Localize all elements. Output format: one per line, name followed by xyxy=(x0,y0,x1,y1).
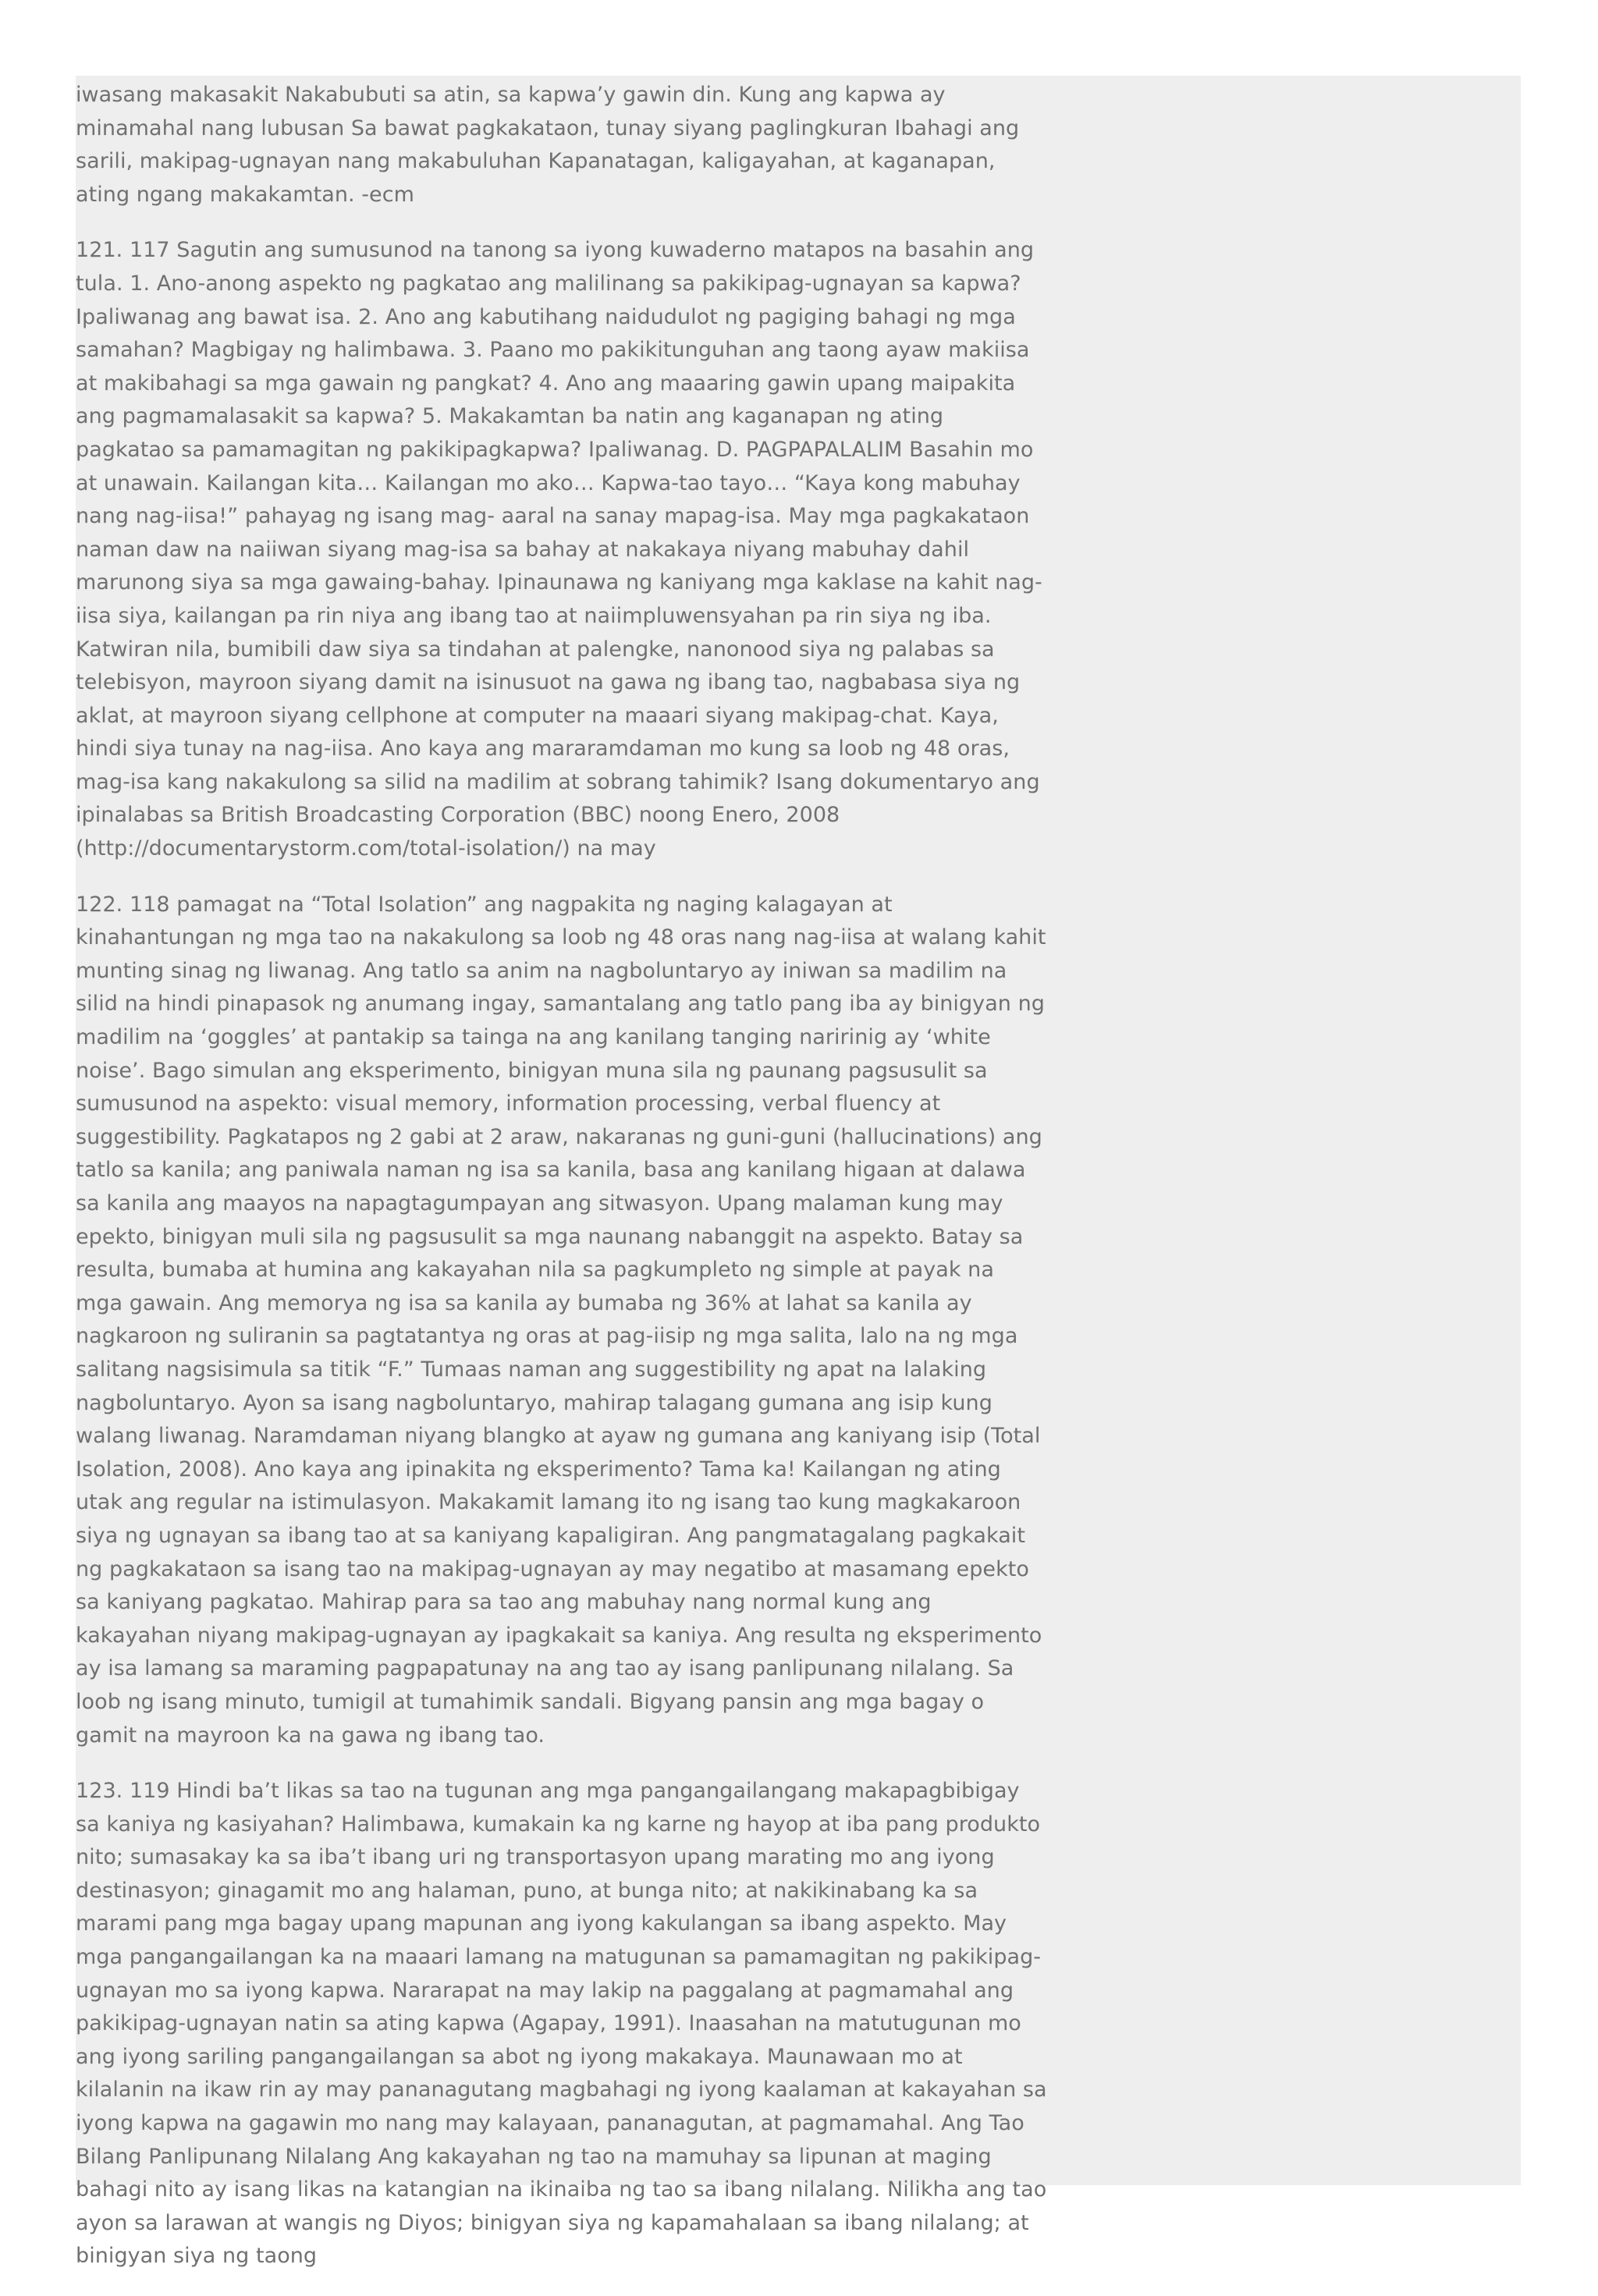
paragraph-123: 123. 119 Hindi ba’t likas sa tao na tugunan ang mga pangangailangang makapagbibigay sa kaniya ng kasiyahan? Halimbawa, kumakain ka ng karne ng hayop at iba pang produkto nito; sumasakay ka sa iba’t ibang uri ng transportasyon upang marating mo ang iyong destinasyon; ginagamit mo ang halaman, puno, at bunga nito; at nakikinabang ka sa marami pang mga bagay upang mapunan ang iyong kakulangan sa ibang aspekto. May mga pangangailangan ka na maaari lamang na matugunan sa pamamagitan ng pakikipag-ugnayan mo sa iyong kapwa. Nararapat na may lakip na paggalang at pagmamahal ang pakikipag-ugnayan natin sa ating kapwa (Agapay, 1991). Inaasahan na matutugunan mo ang iyong sariling pangangailangan sa abot ng iyong makakaya. Maunawaan mo at kilalanin na ikaw rin ay may pananagutang magbahagi ng iyong kaalaman at kakayahan sa iyong kapwa na gagawin mo nang may kalayaan, pananagutan, at pagmamahal. Ang Tao Bilang Panlipunang Nilalang Ang kakayahan ng tao na mamuhay sa lipunan at maging bahagi nito ay isang likas na katangian na ikinaiba ng tao sa ibang nilalang. Nilikha ang tao ayon sa larawan at wangis ng Diyos; binigyan siya ng kapamahalaan sa ibang nilalang; at binigyan siya ng taong xyxy=(76,1779,1047,2269)
document-body xyxy=(76,79,1047,2296)
paragraph-121: 121. 117 Sagutin ang sumusunod na tanong sa iyong kuwaderno matapos na basahin ang tula. 1. Ano-anong aspekto ng pagkatao ang malilinang sa pakikipag-ugnayan sa kapwa? Ipaliwanag ang bawat isa. 2. Ano ang kabutihang naidudulot ng pagiging bahagi ng mga samahan? Magbigay ng halimbawa. 3. Paano mo pakikitunguhan ang taong ayaw makiisa at makibahagi sa mga gawain ng pangkat? 4. Ano ang maaaring gawin upang maipakita ang pagmamalasakit sa kapwa? 5. Makakamtan ba natin ang kaganapan ng ating pagkatao sa pamamagitan ng pakikipagkapwa? Ipaliwanag. D. PAGPAPALALIM Basahin mo at unawain. Kailangan kita… Kailangan mo ako… Kapwa-tao tayo… “Kaya kong mabuhay nang nag-iisa!” pahayag ng isang mag- aaral na sanay mapag-isa. May mga pagkakataon naman daw na naiiwan siyang mag-isa sa bahay at nakakaya niyang mabuhay dahil marunong siya sa mga gawaing-bahay. Ipinaunawa ng kaniyang mga kaklase na kahit nag-iisa siya, kailangan pa rin niya ang ibang tao at naiimpluwensyahan pa rin siya ng iba. Katwiran nila, bumibili daw siya sa tindahan at palengke, nanonood siya ng palabas sa telebisyon, mayroon siyang damit na isinusuot na gawa ng ibang tao, nagbabasa siya ng aklat, at mayroon siyang cellphone at computer na maaari siyang makipag-chat. Kaya, hindi siya tunay na nag-iisa. Ano kaya ang mararamdaman mo kung sa loob ng 48 oras, mag-isa kang nakakulong sa silid na madilim at sobrang tahimik? Isang dokumentaryo ang ipinalabas sa British Broadcasting Corporation (BBC) noong Enero, 2008 (http://documentarystorm.com/total-isolation/) na may xyxy=(76,238,1042,861)
paragraph-122: 122. 118 pamagat na “Total Isolation” ang nagpakita ng naging kalagayan at kinahantungan ng mga tao na nakakulong sa loob ng 48 oras nang nag-iisa at walang kahit munting sinag ng liwanag. Ang tatlo sa anim na nagboluntaryo ay iniwan sa madilim na silid na hindi pinapasok ng anumang ingay, samantalang ang tatlo pang iba ay binigyan ng madilim na ‘goggles’ at pantakip sa tainga na ang kanilang tanging naririnig ay ‘white noise’. Bago simulan ang eksperimento, binigyan muna sila ng paunang pagsusulit sa sumusunod na aspekto: visual memory, information processing, verbal fluency at suggestibility. Pagkatapos ng 2 gabi at 2 araw, nakaranas ng guni-guni (hallucinations) ang tatlo sa kanila; ang paniwala naman ng isa sa kanila, basa ang kanilang higaan at dalawa sa kanila ang maayos na napagtagumpayan ang sitwasyon. Upang malaman kung may epekto, binigyan muli sila ng pagsusulit sa mga naunang nabanggit na aspekto. Batay sa resulta, bumaba at humina ang kakayahan nila sa pagkumpleto ng simple at payak na mga gawain. Ang memorya ng isa sa kanila ay bumaba ng 36% at lahat sa kanila ay nagkaroon ng suliranin sa pagtatantya ng oras at pag-iisip ng mga salita, lalo na ng mga salitang nagsisimula sa titik “F.” Tumaas naman ang suggestibility ng apat na lalaking nagboluntaryo. Ayon sa isang nagboluntaryo, mahirap talagang gumana ang isip kung walang liwanag. Naramdaman niyang blangko at ayaw ng gumana ang kaniyang isip (Total Isolation, 2008). Ano kaya ang ipinakita ng eksperimento? Tama ka! Kailangan ng ating utak ang regular na istimulasyon. Makakamit lamang ito ng isang tao kung magkakaroon siya ng ugnayan sa ibang tao at sa kaniyang kapaligiran. Ang pangmatagalang pagkakait ng pagkakataon sa isang tao na makipag-ugnayan ay may negatibo at masamang epekto sa kaniyang pagkatao. Mahirap para sa tao ang mabuhay nang normal kung ang kakayahan niyang makipag-ugnayan ay ipagkakait sa kaniya. Ang resulta ng eksperimento ay isa lamang sa maraming pagpapatunay na ang tao ay isang panlipunang nilalang. Sa loob ng isang minuto, tumigil at tumahimik sandali. Bigyang pansin ang mga bagay o gamit na mayroon ka na gawa ng ibang tao. xyxy=(76,892,1046,1748)
paragraph-poem-ending: iwasang makasakit Nakabubuti sa atin, sa kapwa’y gawin din. Kung ang kapwa ay minamahal nang lubusan Sa bawat pagkakataon, tunay siyang paglingkuran Ibahagi ang sarili, makipag-ugnayan nang makabuluhan Kapanatagan, kaligayahan, at kaganapan, ating ngang makakamtan. -ecm xyxy=(76,83,1020,207)
